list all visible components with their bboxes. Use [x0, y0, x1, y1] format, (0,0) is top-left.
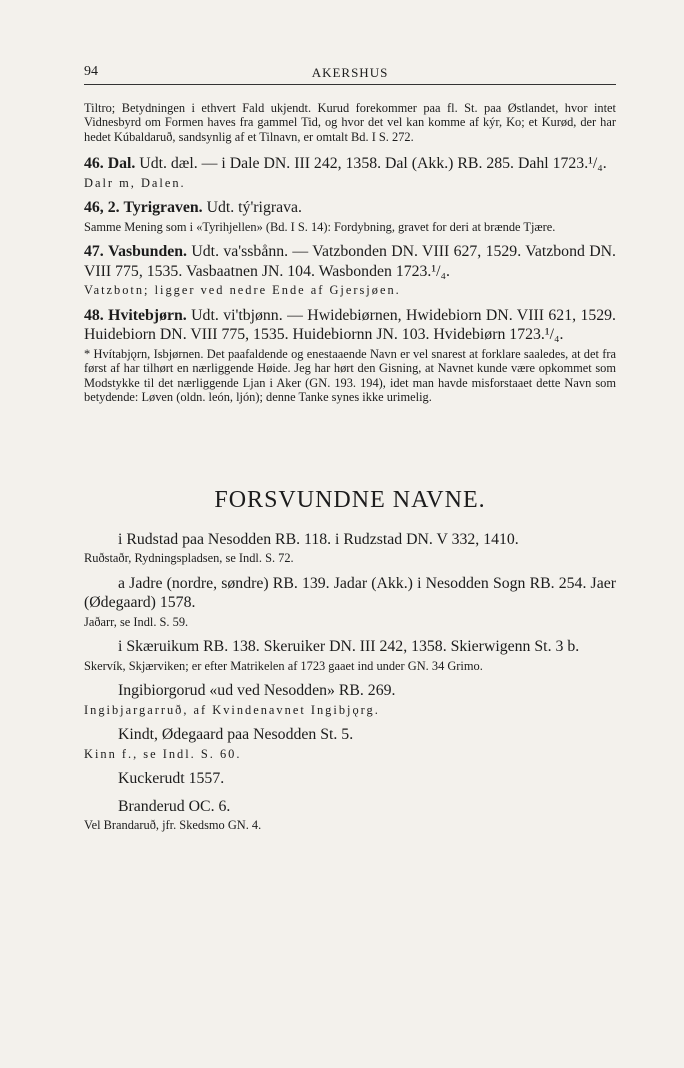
entry-48-note: * Hvítabjǫrn, Isbjørnen. Det paafaldende og enestaaende Navn er vel snarest at forklare saaledes, at det fra først af har tilhørt en nærliggende Høide. Jeg har hørt den Gisning, at Navnet kunde være opkommet som Modstykke til det nærliggende Ljan i Aker (GN. 193. 194), idet man havde misforstaaet dette Navn som betydende: Løven (oldn. león, ljón); denne Tanke synes ikke urimelig. [84, 347, 616, 405]
page-header [84, 62, 616, 85]
lost-name-ingibiorgorud: Ingibiorgorud «ud ved Nesodden» RB. 269. [118, 682, 396, 700]
entry-name: Hvitebjørn. [108, 306, 187, 324]
entry-number: 46, 2. [84, 199, 120, 217]
entry-text: Udt. tý'rigrava. [202, 199, 302, 217]
entry-46-2-note: Samme Mening som i «Tyrihjellen» (Bd. I S. 14): Fordybning, gravet for deri at brænde Tjære. [84, 219, 556, 234]
lost-name-branderud-note: Vel Brandaruð, jfr. Skedsmo GN. 4. [84, 818, 262, 833]
lost-name-kuckerudt: Kuckerudt 1557. [118, 770, 225, 788]
entry-name: Dal. [107, 155, 136, 173]
entry-number: 46. [84, 155, 104, 173]
lost-name-skaeruikum: i Skæruikum RB. 138. Skeruiker DN. III 242, 1358. Skierwigenn St. 3 b. [118, 638, 580, 656]
lost-name-kindt-note: Kinn f., se Indl. S. 60. [84, 746, 242, 761]
entry-46-note: Dalr m, Dalen. [84, 175, 186, 190]
entry-name: Tyrigraven. [123, 199, 203, 217]
entry-47-note: Vatzbotn; ligger ved nedre Ende af Gjersjøen. [84, 283, 401, 298]
lost-name-kindt: Kindt, Ødegaard paa Nesodden St. 5. [118, 726, 354, 744]
book-page [84, 62, 616, 833]
lost-name-skaeruikum-note: Skervík, Skjærviken; er efter Matrikelen af 1723 gaaet ind under GN. 34 Grimo. [84, 658, 483, 673]
entry-46-2 [84, 198, 616, 218]
entry-47 [84, 242, 616, 281]
running-title: AKERSHUS [311, 65, 389, 80]
lost-name-jadre-note: Jaðarr, se Indl. S. 59. [84, 614, 189, 629]
entry-number: 47. [84, 243, 104, 261]
entry-text: Udt. vi'tbjønn. — Hwidebiørnen, Hwidebiorn DN. VIII 621, 1529. Huidebiorn DN. VIII 775, 1535. Huidebiornn JN. 103. Hvidebiørn 1723.¹/₄. [84, 306, 616, 344]
lost-name-rudstad: i Rudstad paa Nesodden RB. 118. i Rudzstad DN. V 332, 1410. [118, 530, 519, 548]
continued-paragraph: Tiltro; Betydningen i ethvert Fald ukjendt. Kurud forekommer paa fl. St. paa Østlandet, hvor intet Vidnesbyrd om Formen haves fra gammel Tid, og hvor det vel kan komme af kýr, Ko; et Kurød, der har hedet Kúbaldaruð, sandsynlig af et Tilnavn, er omtalt Bd. I S. 272. [84, 101, 616, 144]
lost-name-ingibiorgorud-note: Ingibjargarruð, af Kvindenavnet Ingibjǫrg. [84, 702, 380, 717]
lost-name-jadre: a Jadre (nordre, søndre) RB. 139. Jadar (Akk.) i Nesodden Sogn RB. 254. Jaer (Ødegaard) 1578. [84, 574, 616, 612]
lost-name-branderud: Branderud OC. 6. [118, 797, 231, 815]
entry-name: Vasbunden. [108, 243, 188, 261]
entry-46 [84, 154, 616, 174]
page-number: 94 [84, 64, 98, 79]
page-body [84, 101, 616, 833]
entry-48 [84, 306, 616, 345]
entry-text: Udt. dæl. — i Dale DN. III 242, 1358. Dal (Akk.) RB. 285. Dahl 1723.¹/₄. [135, 155, 607, 173]
entry-number: 48. [84, 306, 104, 324]
entry-text: Udt. va'ssbånn. — Vatzbonden DN. VIII 627, 1529. Vatzbond DN. VIII 775, 1535. Vasbaatnen JN. 104. Wasbonden 1723.¹/₄. [84, 243, 616, 280]
section-title: FORSVUNDNE NAVNE. [214, 486, 486, 513]
lost-name-rudstad-note: Ruðstaðr, Rydningspladsen, se Indl. S. 72. [84, 551, 294, 566]
